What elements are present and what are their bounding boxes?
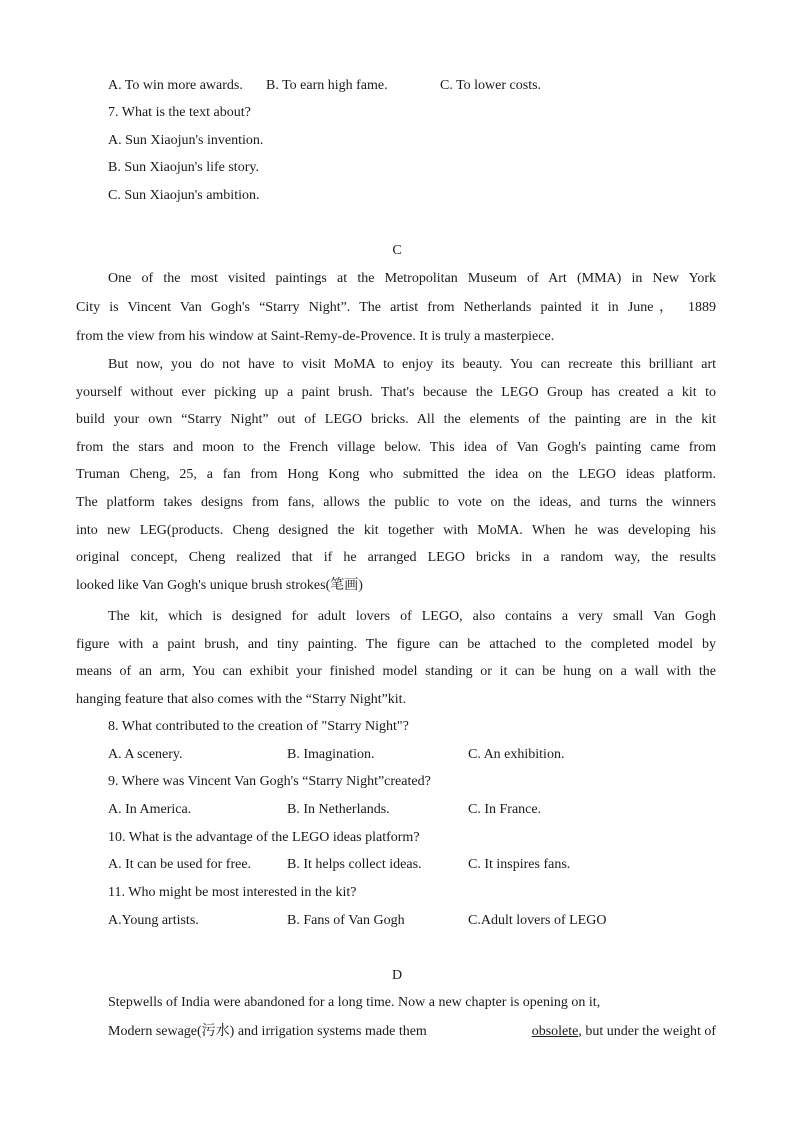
p3-line-1: The kit, which is designed for adult lovers of LEGO, also contains a very small Van Gogh [108, 609, 716, 624]
p3-line-3: means of an arm, You can exhibit your finished model standing or it can be hung on a wall with the [76, 664, 716, 679]
q7-option-a: A. Sun Xiaojun's invention. [108, 133, 264, 148]
q7-option-b: B. Sun Xiaojun's life story. [108, 160, 259, 175]
p2-line-4: from the stars and moon to the French village below. This idea of Van Gogh's painting came from [76, 440, 716, 455]
question-7: 7. What is the text about? [108, 105, 251, 120]
q9-option-a: A. In America. [108, 802, 192, 817]
q11-option-b: B. Fans of Van Gogh [287, 913, 405, 928]
d-line-2-after: , but under the weight of [578, 1024, 716, 1039]
p2-line-7: into new LEG(products. Cheng designed the kit together with MoMA. When he was developing his [76, 523, 716, 538]
q6-option-b: B. To earn high fame. [266, 78, 388, 93]
q10-option-a: A. It can be used for free. [108, 857, 252, 872]
underlined-word-obsolete: obsolete [531, 1024, 579, 1039]
q8-option-b: B. Imagination. [287, 747, 375, 762]
d-line-2 [108, 1023, 716, 1041]
p3-line-2: figure with a paint brush, and tiny painting. The figure can be attached to the completed model by [76, 637, 716, 652]
q8-option-a: A. A scenery. [108, 747, 183, 762]
section-d-heading: D [391, 968, 403, 983]
d-line-1: Stepwells of India were abandoned for a long time. Now a new chapter is opening on it, [108, 995, 601, 1010]
q10-option-b: B. It helps collect ideas. [287, 857, 422, 872]
p3-line-4: hanging feature that also comes with the “Starry Night”kit. [76, 692, 407, 707]
p1-line-1: One of the most visited paintings at the Metropolitan Museum of Art (MMA) in New York [108, 271, 716, 286]
q8-option-c: C. An exhibition. [468, 747, 565, 762]
q9-option-c: C. In France. [468, 802, 542, 817]
p1-line-3: from the view from his window at Saint-Remy-de-Provence. It is truly a masterpiece. [76, 329, 555, 344]
question-11: 11. Who might be most interested in the kit? [108, 885, 357, 900]
question-10: 10. What is the advantage of the LEGO ideas platform? [108, 830, 420, 845]
p2-line-6: The platform takes designs from fans, allows the public to vote on the ideas, and turns the winners [76, 495, 716, 510]
d-line-2-before: Modern sewage(污水) and irrigation systems made them [108, 1024, 427, 1039]
p2-line-1: But now, you do not have to visit MoMA to enjoy its beauty. You can recreate this brilliant art [108, 357, 716, 372]
p2-line-8: original concept, Cheng realized that if he arranged LEGO bricks in a random way, the results [76, 550, 716, 565]
p2-line-3: build your own “Starry Night” out of LEGO bricks. All the elements of the painting are in the kit [76, 412, 716, 427]
q7-option-c: C. Sun Xiaojun's ambition. [108, 188, 260, 203]
q6-option-c: C. To lower costs. [440, 78, 542, 93]
section-c-heading: C [392, 243, 402, 258]
p2-line-5: Truman Cheng, 25, a fan from Hong Kong who submitted the idea on the LEGO ideas platform. [76, 467, 716, 482]
q10-option-c: C. It inspires fans. [468, 857, 571, 872]
q9-option-b: B. In Netherlands. [287, 802, 390, 817]
p2-line-9: looked like Van Gogh's unique brush strokes(笔画) [76, 578, 363, 593]
p1-line-2: City is Vincent Van Gogh's “Starry Night”. The artist from Netherlands painted it in June， 1889 [76, 300, 716, 315]
q6-option-a: A. To win more awards. [108, 78, 243, 93]
q11-option-a: A.Young artists. [108, 913, 199, 928]
question-8: 8. What contributed to the creation of "Starry Night"? [108, 719, 409, 734]
p2-line-2: yourself without ever picking up a paint brush. That's because the LEGO Group has created a kit to [76, 385, 716, 400]
q11-option-c: C.Adult lovers of LEGO [468, 913, 607, 928]
question-9: 9. Where was Vincent Van Gogh's “Starry Night”created? [108, 774, 431, 789]
